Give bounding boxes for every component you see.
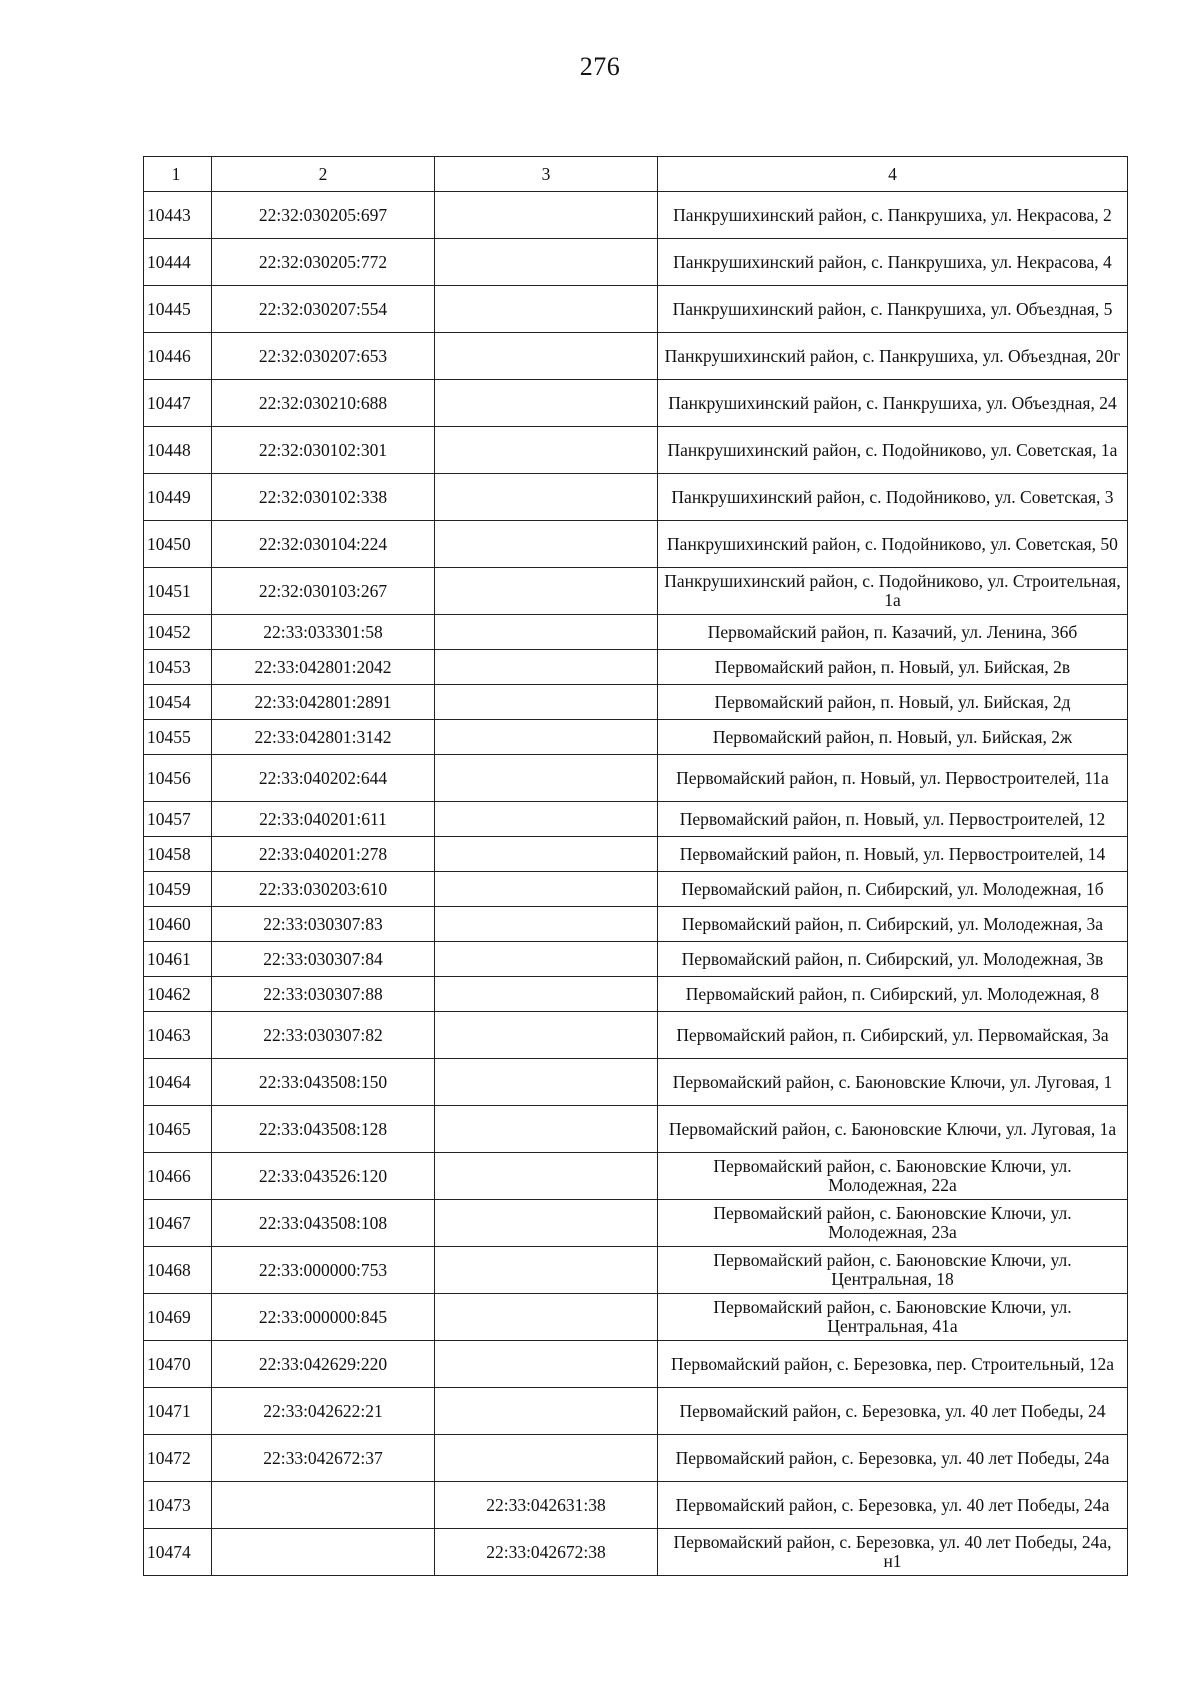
- address-cell: Панкрушихинский район, с. Панкрушиха, ул. Объездная, 24: [658, 380, 1128, 427]
- row-number-cell: 10450: [144, 521, 212, 568]
- cadastral-number-alt-cell: [435, 239, 658, 286]
- cadastral-number-alt-cell: [435, 192, 658, 239]
- cadastral-number-alt-cell: [435, 286, 658, 333]
- cadastral-number-cell: 22:32:030104:224: [212, 521, 435, 568]
- row-number-cell: 10474: [144, 1529, 212, 1576]
- cadastral-number-cell: 22:33:042622:21: [212, 1388, 435, 1435]
- cadastral-number-alt-cell: [435, 907, 658, 942]
- cadastral-number-alt-cell: [435, 685, 658, 720]
- address-cell: Первомайский район, п. Сибирский, ул. Первомайская, 3а: [658, 1012, 1128, 1059]
- address-cell: Первомайский район, с. Березовка, ул. 40 лет Победы, 24: [658, 1388, 1128, 1435]
- cadastral-number-alt-cell: [435, 720, 658, 755]
- cadastral-number-alt-cell: [435, 755, 658, 802]
- row-number-cell: 10467: [144, 1200, 212, 1247]
- address-cell: Панкрушихинский район, с. Панкрушиха, ул. Некрасова, 4: [658, 239, 1128, 286]
- cadastral-number-alt-cell: [435, 474, 658, 521]
- cadastral-number-cell: [212, 1482, 435, 1529]
- table-row: [144, 1294, 1128, 1341]
- row-number-cell: 10465: [144, 1106, 212, 1153]
- row-number-cell: 10449: [144, 474, 212, 521]
- cadastral-number-alt-cell: [435, 942, 658, 977]
- address-cell: Первомайский район, с. Березовка, ул. 40 лет Победы, 24а, н1: [658, 1529, 1128, 1576]
- cadastral-number-cell: 22:33:042672:37: [212, 1435, 435, 1482]
- row-number-cell: 10459: [144, 872, 212, 907]
- cadastral-number-cell: 22:33:030307:88: [212, 977, 435, 1012]
- cadastral-number-cell: 22:33:033301:58: [212, 615, 435, 650]
- row-number-cell: 10444: [144, 239, 212, 286]
- cadastral-number-alt-cell: [435, 1012, 658, 1059]
- address-cell: Первомайский район, п. Казачий, ул. Ленина, 36б: [658, 615, 1128, 650]
- address-cell: Первомайский район, п. Новый, ул. Бийская, 2д: [658, 685, 1128, 720]
- cadastral-number-cell: 22:32:030210:688: [212, 380, 435, 427]
- table-row: [144, 192, 1128, 239]
- cadastral-number-alt-cell: [435, 1294, 658, 1341]
- cadastral-number-alt-cell: [435, 872, 658, 907]
- row-number-cell: 10456: [144, 755, 212, 802]
- row-number-cell: 10472: [144, 1435, 212, 1482]
- row-number-cell: 10461: [144, 942, 212, 977]
- table-row: [144, 942, 1128, 977]
- address-cell: Первомайский район, п. Сибирский, ул. Молодежная, 8: [658, 977, 1128, 1012]
- header-col-1: 1: [144, 157, 212, 192]
- cadastral-number-cell: 22:33:030203:610: [212, 872, 435, 907]
- table-row: [144, 239, 1128, 286]
- cadastral-number-cell: 22:33:000000:845: [212, 1294, 435, 1341]
- table-row: [144, 1482, 1128, 1529]
- row-number-cell: 10457: [144, 802, 212, 837]
- table-row: [144, 380, 1128, 427]
- cadastral-number-cell: 22:33:000000:753: [212, 1247, 435, 1294]
- address-cell: Первомайский район, п. Сибирский, ул. Молодежная, 3а: [658, 907, 1128, 942]
- cadastral-number-cell: 22:32:030103:267: [212, 568, 435, 615]
- address-cell: Первомайский район, с. Березовка, пер. Строительный, 12а: [658, 1341, 1128, 1388]
- cadastral-number-alt-cell: [435, 568, 658, 615]
- row-number-cell: 10443: [144, 192, 212, 239]
- cadastral-number-alt-cell: [435, 1388, 658, 1435]
- row-number-cell: 10454: [144, 685, 212, 720]
- row-number-cell: 10448: [144, 427, 212, 474]
- address-cell: Первомайский район, с. Баюновские Ключи, ул. Молодежная, 22а: [658, 1153, 1128, 1200]
- header-col-4: 4: [658, 157, 1128, 192]
- header-col-3: 3: [435, 157, 658, 192]
- table-row: [144, 1247, 1128, 1294]
- address-cell: Первомайский район, п. Новый, ул. Первостроителей, 14: [658, 837, 1128, 872]
- table-row: [144, 568, 1128, 615]
- cadastral-number-cell: 22:33:043508:128: [212, 1106, 435, 1153]
- address-cell: Первомайский район, п. Новый, ул. Первостроителей, 11а: [658, 755, 1128, 802]
- table-row: [144, 720, 1128, 755]
- table-header-row: [144, 157, 1128, 192]
- row-number-cell: 10471: [144, 1388, 212, 1435]
- cadastral-number-cell: 22:33:030307:83: [212, 907, 435, 942]
- row-number-cell: 10447: [144, 380, 212, 427]
- cadastral-number-alt-cell: [435, 333, 658, 380]
- cadastral-number-cell: 22:33:042801:3142: [212, 720, 435, 755]
- table-row: [144, 650, 1128, 685]
- address-cell: Панкрушихинский район, с. Панкрушиха, ул. Некрасова, 2: [658, 192, 1128, 239]
- cadastral-number-alt-cell: [435, 1435, 658, 1482]
- cadastral-number-cell: 22:32:030207:653: [212, 333, 435, 380]
- row-number-cell: 10469: [144, 1294, 212, 1341]
- address-cell: Первомайский район, с. Баюновские Ключи, ул. Луговая, 1: [658, 1059, 1128, 1106]
- cadastral-number-alt-cell: [435, 1247, 658, 1294]
- table-row: [144, 333, 1128, 380]
- table-row: [144, 1341, 1128, 1388]
- address-cell: Панкрушихинский район, с. Подойниково, ул. Строительная, 1а: [658, 568, 1128, 615]
- table-row: [144, 1012, 1128, 1059]
- cadastral-number-cell: 22:32:030205:772: [212, 239, 435, 286]
- cadastral-number-alt-cell: [435, 615, 658, 650]
- address-cell: Первомайский район, п. Новый, ул. Бийская, 2ж: [658, 720, 1128, 755]
- row-number-cell: 10458: [144, 837, 212, 872]
- cadastral-number-alt-cell: [435, 837, 658, 872]
- cadastral-number-alt-cell: 22:33:042672:38: [435, 1529, 658, 1576]
- cadastral-number-alt-cell: [435, 1200, 658, 1247]
- address-cell: Панкрушихинский район, с. Подойниково, ул. Советская, 1а: [658, 427, 1128, 474]
- table-row: [144, 1388, 1128, 1435]
- address-cell: Первомайский район, с. Баюновские Ключи, ул. Центральная, 18: [658, 1247, 1128, 1294]
- address-cell: Первомайский район, п. Сибирский, ул. Молодежная, 3в: [658, 942, 1128, 977]
- cadastral-number-alt-cell: [435, 977, 658, 1012]
- row-number-cell: 10466: [144, 1153, 212, 1200]
- table-row: [144, 1059, 1128, 1106]
- cadastral-number-cell: 22:33:040201:278: [212, 837, 435, 872]
- cadastral-number-cell: 22:33:042801:2891: [212, 685, 435, 720]
- row-number-cell: 10463: [144, 1012, 212, 1059]
- cadastral-number-cell: 22:32:030205:697: [212, 192, 435, 239]
- row-number-cell: 10455: [144, 720, 212, 755]
- table-row: [144, 615, 1128, 650]
- table-row: [144, 755, 1128, 802]
- address-cell: Панкрушихинский район, с. Панкрушиха, ул. Объездная, 20г: [658, 333, 1128, 380]
- header-col-2: 2: [212, 157, 435, 192]
- cadastral-number-cell: 22:32:030102:338: [212, 474, 435, 521]
- cadastral-number-cell: 22:32:030207:554: [212, 286, 435, 333]
- address-cell: Панкрушихинский район, с. Панкрушиха, ул. Объездная, 5: [658, 286, 1128, 333]
- cadastral-number-cell: 22:33:043508:108: [212, 1200, 435, 1247]
- address-cell: Первомайский район, п. Сибирский, ул. Молодежная, 1б: [658, 872, 1128, 907]
- address-cell: Панкрушихинский район, с. Подойниково, ул. Советская, 3: [658, 474, 1128, 521]
- table-row: [144, 286, 1128, 333]
- address-cell: Первомайский район, с. Баюновские Ключи, ул. Центральная, 41а: [658, 1294, 1128, 1341]
- table-row: [144, 1200, 1128, 1247]
- table-row: [144, 837, 1128, 872]
- row-number-cell: 10445: [144, 286, 212, 333]
- row-number-cell: 10462: [144, 977, 212, 1012]
- cadastral-number-alt-cell: 22:33:042631:38: [435, 1482, 658, 1529]
- row-number-cell: 10446: [144, 333, 212, 380]
- table-row: [144, 427, 1128, 474]
- address-cell: Первомайский район, с. Березовка, ул. 40 лет Победы, 24а: [658, 1435, 1128, 1482]
- table-body: [144, 157, 1128, 1576]
- cadastral-number-cell: 22:33:042629:220: [212, 1341, 435, 1388]
- address-cell: Первомайский район, с. Баюновские Ключи, ул. Луговая, 1а: [658, 1106, 1128, 1153]
- table-row: [144, 1106, 1128, 1153]
- cadastral-number-alt-cell: [435, 521, 658, 568]
- cadastral-number-cell: 22:32:030102:301: [212, 427, 435, 474]
- cadastral-number-cell: 22:33:043508:150: [212, 1059, 435, 1106]
- cadastral-number-alt-cell: [435, 1153, 658, 1200]
- row-number-cell: 10453: [144, 650, 212, 685]
- address-cell: Первомайский район, п. Новый, ул. Первостроителей, 12: [658, 802, 1128, 837]
- address-cell: Панкрушихинский район, с. Подойниково, ул. Советская, 50: [658, 521, 1128, 568]
- table-row: [144, 1435, 1128, 1482]
- cadastral-number-alt-cell: [435, 1059, 658, 1106]
- table-row: [144, 1529, 1128, 1576]
- cadastral-number-alt-cell: [435, 1341, 658, 1388]
- cadastral-number-cell: 22:33:040202:644: [212, 755, 435, 802]
- page-number: 276: [579, 52, 621, 81]
- row-number-cell: 10470: [144, 1341, 212, 1388]
- table-row: [144, 872, 1128, 907]
- table-row: [144, 474, 1128, 521]
- cadastral-number-cell: 22:33:040201:611: [212, 802, 435, 837]
- cadastral-number-alt-cell: [435, 650, 658, 685]
- row-number-cell: 10452: [144, 615, 212, 650]
- cadastral-number-cell: [212, 1529, 435, 1576]
- row-number-cell: 10473: [144, 1482, 212, 1529]
- cadastral-number-cell: 22:33:042801:2042: [212, 650, 435, 685]
- cadastral-number-cell: 22:33:043526:120: [212, 1153, 435, 1200]
- property-table: [143, 156, 1128, 1576]
- cadastral-number-alt-cell: [435, 802, 658, 837]
- address-cell: Первомайский район, п. Новый, ул. Бийская, 2в: [658, 650, 1128, 685]
- cadastral-number-alt-cell: [435, 1106, 658, 1153]
- row-number-cell: 10460: [144, 907, 212, 942]
- cadastral-number-alt-cell: [435, 427, 658, 474]
- table-row: [144, 977, 1128, 1012]
- cadastral-number-cell: 22:33:030307:84: [212, 942, 435, 977]
- address-cell: Первомайский район, с. Березовка, ул. 40 лет Победы, 24а: [658, 1482, 1128, 1529]
- table-row: [144, 802, 1128, 837]
- table-row: [144, 907, 1128, 942]
- address-cell: Первомайский район, с. Баюновские Ключи, ул. Молодежная, 23а: [658, 1200, 1128, 1247]
- table-row: [144, 1153, 1128, 1200]
- row-number-cell: 10468: [144, 1247, 212, 1294]
- cadastral-number-alt-cell: [435, 380, 658, 427]
- cadastral-number-cell: 22:33:030307:82: [212, 1012, 435, 1059]
- table-row: [144, 521, 1128, 568]
- table-row: [144, 685, 1128, 720]
- row-number-cell: 10464: [144, 1059, 212, 1106]
- row-number-cell: 10451: [144, 568, 212, 615]
